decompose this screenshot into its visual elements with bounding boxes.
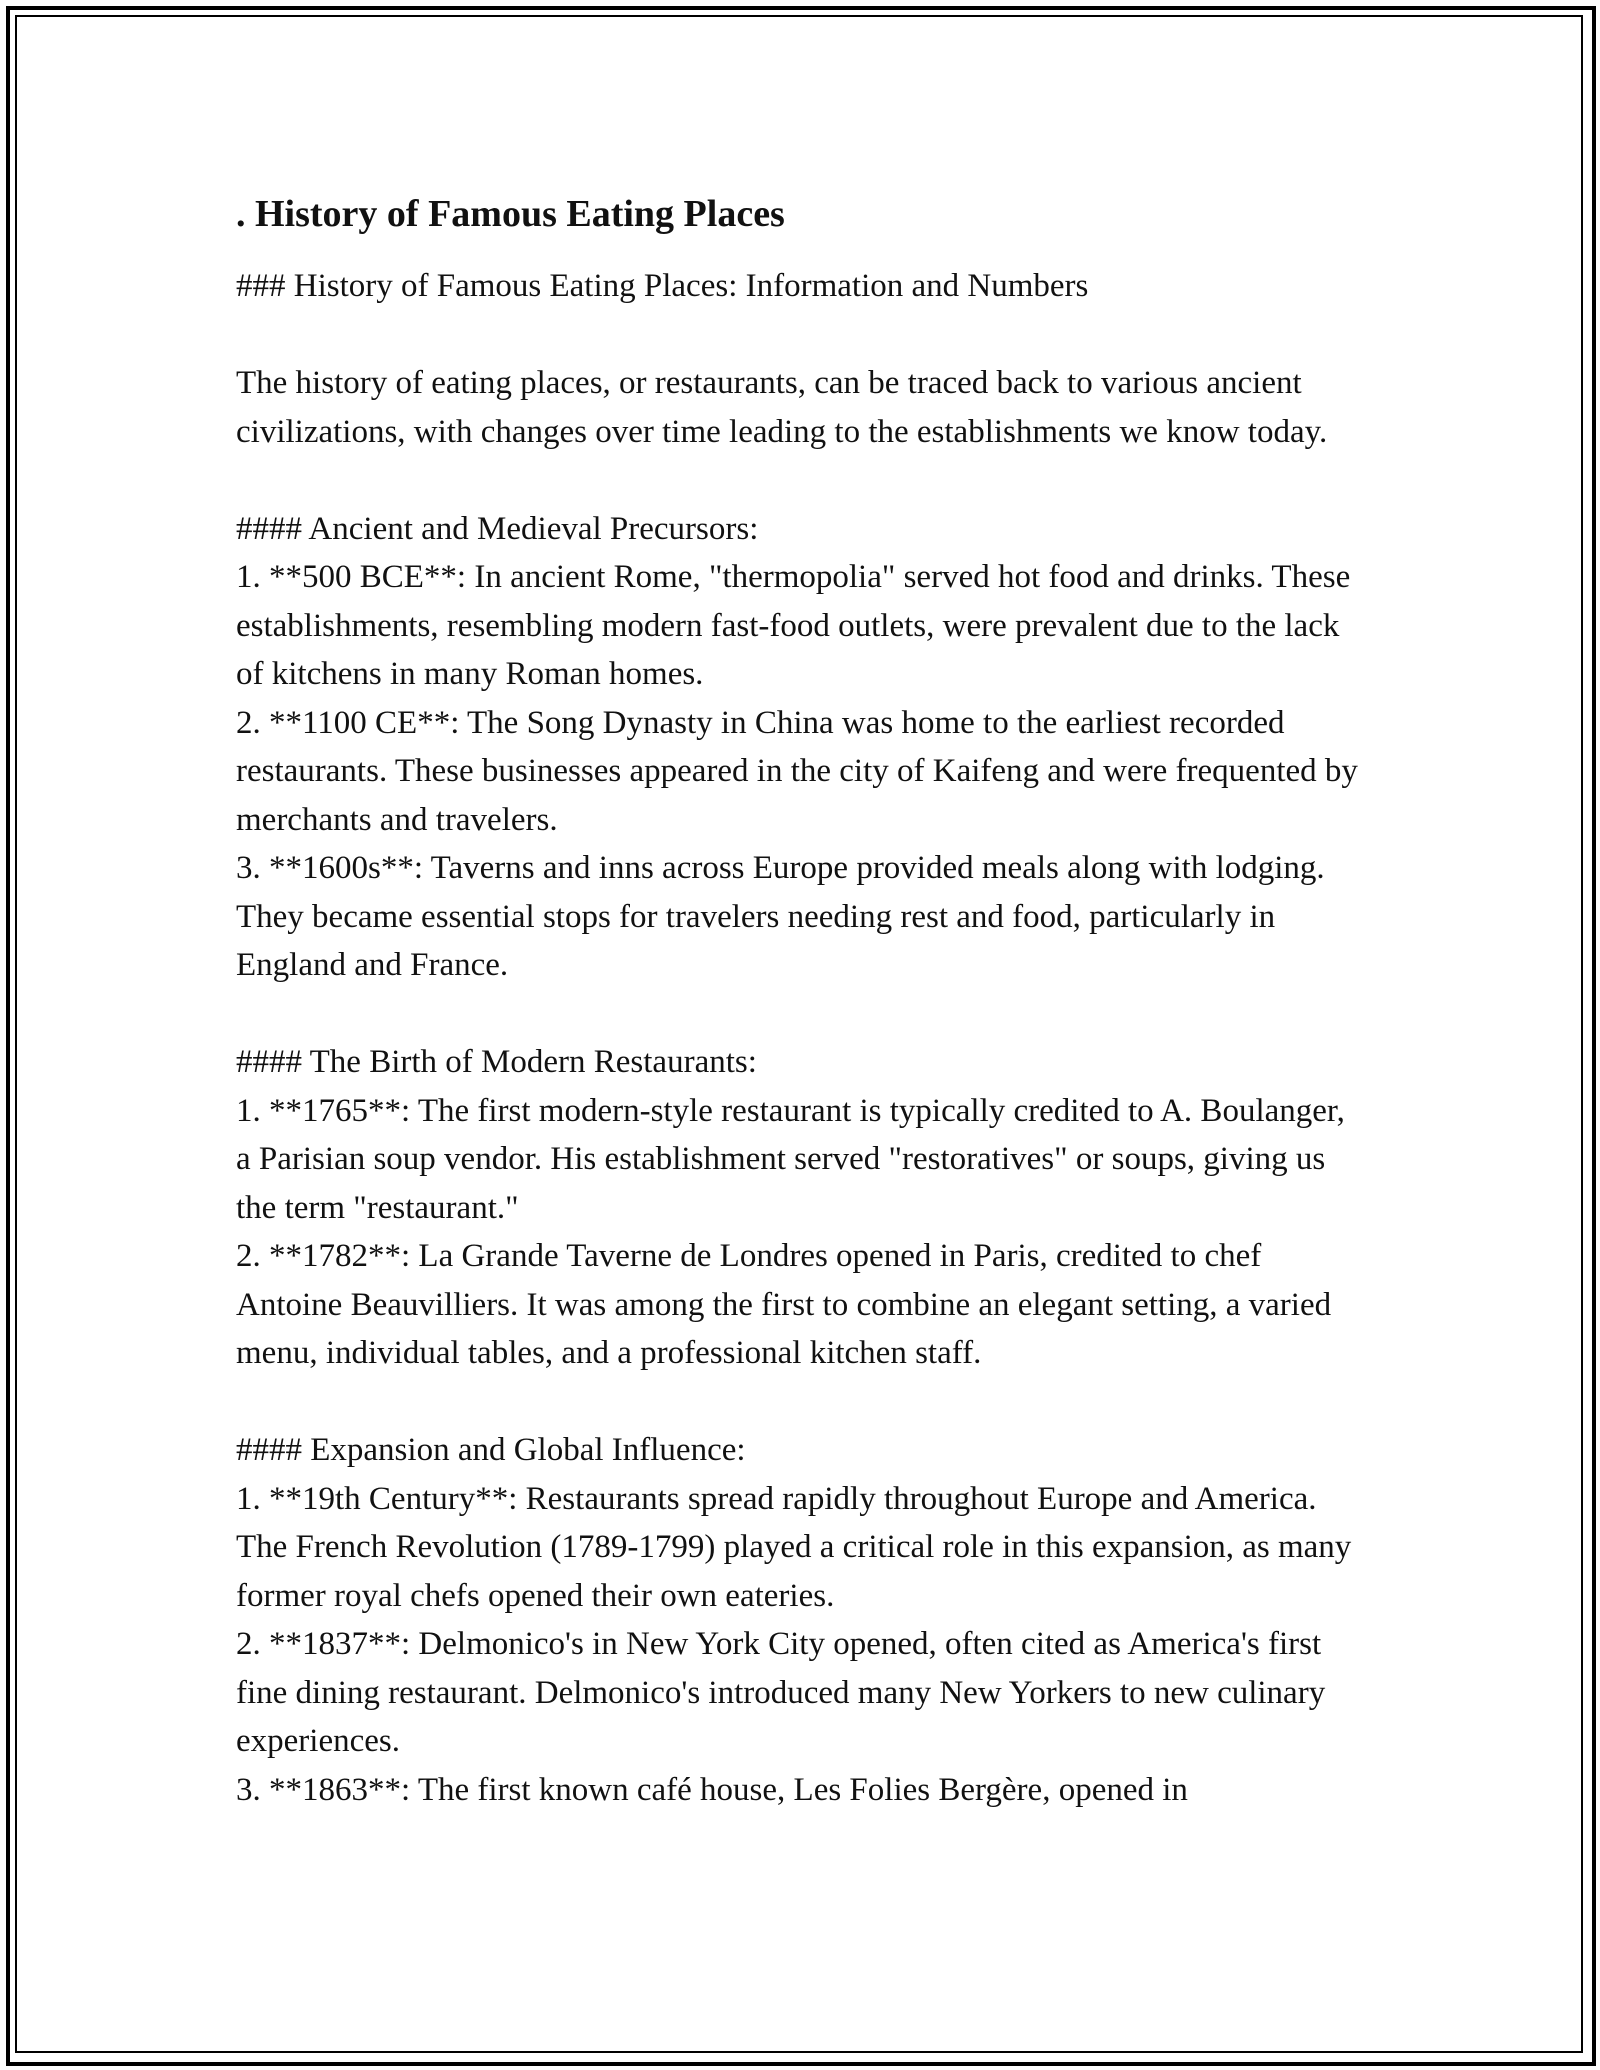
blank-line — [236, 990, 1366, 1039]
section-modern-restaurants — [236, 1038, 1366, 1378]
document-title: . History of Famous Eating Places — [236, 193, 785, 235]
list-item: 3. **1600s**: Taverns and inns across Europe provided meals along with lodging. They became essential stops for travelers needing rest and food, particularly in England and France. — [236, 850, 1333, 983]
list-item: 1. **1765**: The first modern-style restaurant is typically credited to A. Boulanger, a Parisian soup vendor. His establishment served "restoratives" or soups, giving us the term "restaurant." — [236, 1092, 1354, 1226]
document-subtitle: ### History of Famous Eating Places: Information and Numbers — [236, 268, 1089, 304]
blank-line — [236, 311, 1366, 360]
list-item: 2. **1782**: La Grande Taverne de Londres opened in Paris, credited to chef Antoine Beauvilliers. It was among the first to combine an elegant setting, a varied menu, individual tables, and a professional kitchen staff. — [236, 1238, 1340, 1371]
list-item: 1. **500 BCE**: In ancient Rome, "thermopolia" served hot food and drinks. These establishments, resembling modern fast-food outlets, were prevalent due to the lack of kitchens in many Roman homes. — [236, 559, 1359, 692]
document-body — [236, 188, 1366, 1814]
blank-line — [236, 1378, 1366, 1427]
intro-paragraph: The history of eating places, or restaurants, can be traced back to various ancient civilizations, with changes over time leading to the establishments we know today. — [236, 365, 1328, 450]
list-item: 1. **19th Century**: Restaurants spread rapidly throughout Europe and America. The French Revolution (1789-1799) played a critical role in this expansion, as many former royal chefs opened their own eateries. — [236, 1480, 1360, 1614]
list-item: 3. **1863**: The first known café house, Les Folies Bergère, opened in — [236, 1771, 1188, 1808]
section-heading: #### Ancient and Medieval Precursors: — [236, 510, 759, 547]
section-ancient-medieval — [236, 505, 1366, 990]
section-expansion-global — [236, 1426, 1366, 1814]
section-heading: #### Expansion and Global Influence: — [236, 1432, 746, 1468]
blank-line — [236, 456, 1366, 505]
list-item: 2. **1100 CE**: The Song Dynasty in China was home to the earliest recorded restaurants. These businesses appeared in the city of Kaifeng and were frequented by merchants and travelers. — [236, 704, 1367, 838]
list-item: 2. **1837**: Delmonico's in New York City opened, often cited as America's first fine dining restaurant. Delmonico's introduced many New Yorkers to new culinary experiences. — [236, 1626, 1334, 1759]
section-heading: #### The Birth of Modern Restaurants: — [236, 1044, 757, 1080]
